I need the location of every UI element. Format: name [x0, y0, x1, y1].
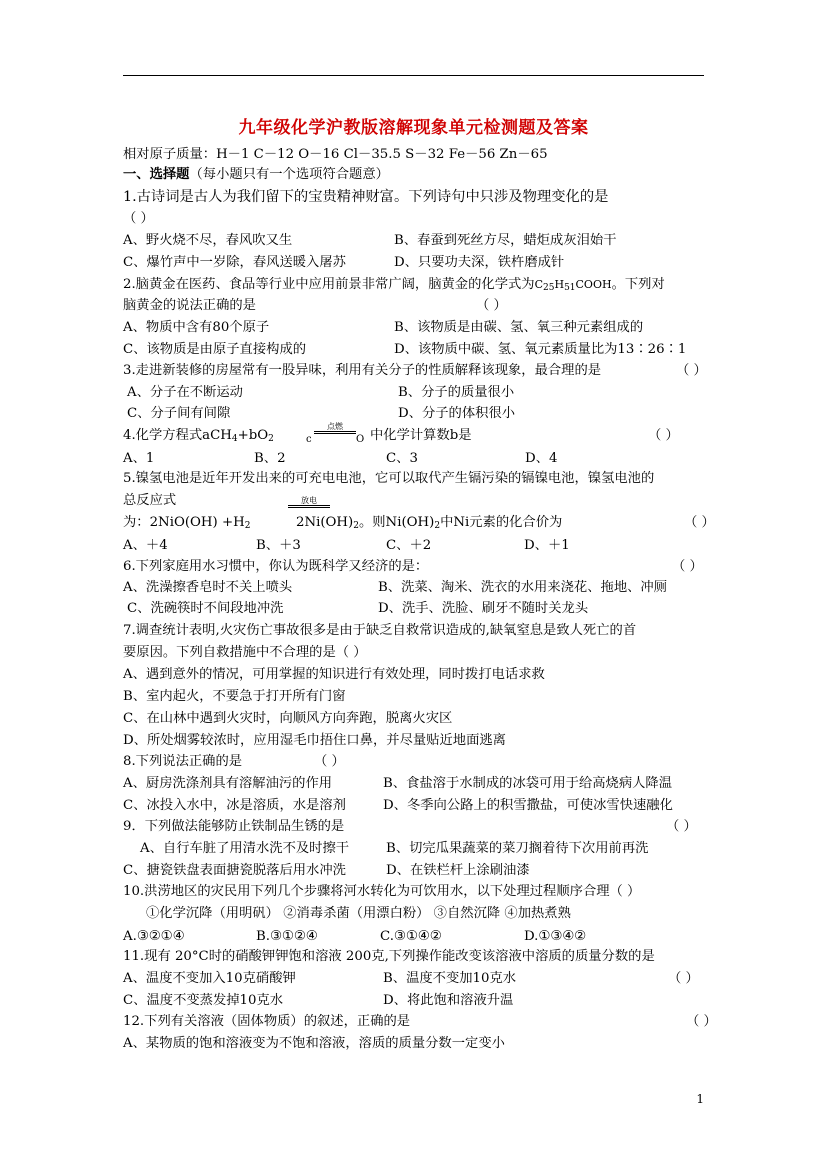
- q6-option-b: B、洗菜、淘米、洗衣的水用来浇花、拖地、冲厕: [378, 580, 668, 595]
- q2-stem1: 2.脑黄金在医药、食品等行业中应用前景非常广阔，脑黄金的化学式为: [123, 277, 535, 292]
- q5-option-c: C、＋2: [386, 538, 432, 553]
- document-title: 九年级化学沪教版溶解现象单元检测题及答案: [238, 118, 589, 138]
- q12-option-a: A、某物质的饱和溶液变为不饱和溶液，溶质的质量分数一定变小: [123, 1036, 505, 1051]
- q2-formula-c: C: [534, 278, 544, 291]
- q12-stem: 12.下列有关溶液（固体物质）的叙述，正确的是: [123, 1014, 411, 1029]
- q9-paren: （ ）: [666, 819, 697, 834]
- q10-option-c: C.③①④②: [380, 929, 442, 944]
- q5-stem2: 总反应式: [123, 493, 177, 508]
- q2-option-c: C、该物质是由原子直接构成的: [123, 342, 307, 357]
- q9-option-d: D、在铁栏杆上涂刷油漆: [386, 863, 530, 878]
- q11-option-b: B、温度不变加10克水: [383, 971, 517, 986]
- q9-option-c: C、搪瓷铁盘表面搪瓷脱落后用水冲洗: [123, 863, 346, 878]
- q2-formula-sub2: 51: [564, 283, 576, 293]
- q2-formula-sub1: 25: [543, 283, 555, 293]
- q4-option-a: A、1: [123, 451, 155, 466]
- q1-stem: 1.古诗词是古人为我们留下的宝贵精神财富。下列诗句中只涉及物理变化的是: [123, 189, 609, 205]
- q5-line3-left: [123, 514, 250, 535]
- q7-stem2: 要原因。下列自救措施中不合理的是（ ）: [123, 645, 367, 660]
- q10-option-b: B.③①②④: [256, 929, 318, 944]
- atomic-mass-line: 相对原子质量：H－1 C－12 O－16 Cl－35.5 S－32 Fe－56 Zn－65: [123, 147, 548, 162]
- q3-option-c: C、分子间有间隙: [127, 406, 231, 421]
- section-label: 一、选择题: [123, 167, 190, 182]
- q2-stem1-end: 。下列对: [611, 277, 665, 292]
- q11-option-a: A、温度不变加入10克硝酸钾: [123, 971, 296, 986]
- q4-stem-part1: [123, 427, 274, 448]
- q2-option-a: A、物质中含有80个原子: [123, 320, 270, 335]
- q4-condition: 点燃: [327, 422, 343, 431]
- q8-option-a: A、厨房洗涤剂具有溶解油污的作用: [123, 776, 333, 791]
- q11-option-c: C、温度不变蒸发掉10克水: [123, 993, 284, 1008]
- q4-stem-pre: 4.化学方程式aCH: [123, 428, 232, 443]
- q6-paren: （ ）: [672, 559, 703, 574]
- q5-reaction-arrow: [288, 496, 330, 508]
- q2-formula-cooh: COOH: [575, 278, 612, 291]
- q5-option-a: A、＋4: [123, 538, 168, 553]
- q4-sub1: 4: [231, 434, 238, 444]
- q2-stem-line1: [123, 276, 665, 297]
- q2-stem2: 脑黄金的说法正确的是: [123, 298, 256, 313]
- q1-paren: （ ）: [123, 211, 154, 226]
- q1-option-a: A、野火烧不尽，春风吹又生: [123, 233, 293, 248]
- q8-option-c: C、冰投入水中，冰是溶质，水是溶剂: [123, 798, 346, 813]
- q4-reaction-arrow: [314, 422, 356, 434]
- q3-stem: 3.走进新装修的房屋常有一股异味，利用有关分子的性质解释该现象，最合理的是: [123, 363, 602, 378]
- q5-line3-post: 。则Ni(OH): [358, 515, 435, 530]
- q8-option-d: D、冬季向公路上的积雪撒盐，可使冰雪快速融化: [383, 798, 673, 813]
- q11-option-d: D、将此饱和溶液升温: [383, 993, 514, 1008]
- q5-option-d: D、＋1: [524, 538, 570, 553]
- q4-stem-post: 中化学计算数b是: [370, 428, 472, 443]
- q12-paren: （ ）: [686, 1014, 717, 1029]
- q8-option-b: B、食盐溶于水制成的冰袋可用于给高烧病人降温: [383, 776, 673, 791]
- section-note: （每小题只有一个选项符合题意）: [189, 167, 389, 182]
- q5-sub-h: 2: [244, 521, 251, 531]
- q4-paren: （ ）: [648, 428, 679, 443]
- q3-option-d: D、分子的体积很小: [398, 406, 516, 421]
- q2-option-d: D、该物质中碳、氢、氧元素质量比为13∶26∶1: [394, 342, 687, 357]
- q4-option-d: D、4: [525, 451, 558, 466]
- q4-option-b: B、2: [254, 451, 286, 466]
- q7-option-b: B、室内起火，不要急于打开所有门窗: [123, 689, 346, 704]
- q4-product-right: O: [356, 434, 365, 445]
- q7-option-d: D、所处烟雾较浓时，应用湿毛巾捂住口鼻，并尽量贴近地面逃离: [123, 733, 506, 748]
- section-heading: [123, 166, 389, 184]
- q5-sub-oh: 2: [353, 521, 359, 531]
- q11-stem: 11.现有 20°C时的硝酸钾钾饱和溶液 200克,下列操作能改变该溶液中溶质的质量分数的是: [123, 949, 655, 964]
- q6-stem: 6.下列家庭用水习惯中，你认为既科学又经济的是：: [123, 559, 429, 574]
- q5-sub-oh2: 2: [434, 521, 441, 531]
- q2-option-b: B、该物质是由碳、氢、氧三种元素组成的: [394, 320, 644, 335]
- q4-sub2: 2: [268, 434, 274, 444]
- q9-stem: 9．下列做法能够防止铁制品生锈的是: [123, 819, 345, 834]
- q1-option-d: D、只要功夫深，铁杵磨成针: [394, 255, 565, 270]
- q11-paren: （ ）: [668, 971, 699, 986]
- header-rule: [123, 75, 704, 76]
- q2-formula: [535, 278, 612, 291]
- q6-option-a: A、洗澡擦香皂时不关上喷头: [123, 580, 293, 595]
- q9-option-b: B、切完瓜果蔬菜的菜刀搁着待下次用前再洗: [386, 841, 649, 856]
- q3-option-a: A、分子在不断运动: [127, 385, 243, 400]
- q5-condition: 放电: [301, 496, 317, 505]
- q8-paren: （ ）: [314, 754, 345, 769]
- q10-stem: 10.洪涝地区的灾民用下列几个步骤将河水转化为可饮用水，以下处理过程顺序合理（ ）: [123, 884, 641, 899]
- q6-option-d: D、洗手、洗脸、刷牙不随时关龙头: [378, 601, 589, 616]
- q3-paren: （ ）: [676, 363, 707, 378]
- q7-option-a: A、遇到意外的情况，可用掌握的知识进行有效处理，同时拨打电话求救: [123, 667, 545, 682]
- q5-line3-pre: 为：2NiO(OH) +H: [123, 515, 245, 530]
- q6-option-c: C、洗碗筷时不间段地冲洗: [127, 601, 284, 616]
- q10-option-d: D.①③④②: [524, 929, 587, 944]
- q1-option-b: B、春蚕到死丝方尽，蜡炬成灰泪始干: [394, 233, 617, 248]
- q10-option-a: A.③②①④: [123, 929, 185, 944]
- q5-line3-right: [296, 514, 562, 535]
- q4-product-left: c: [306, 434, 312, 445]
- q5-product: 2Ni(OH): [296, 515, 354, 530]
- q4-option-c: C、3: [386, 451, 418, 466]
- q2-formula-h: H: [554, 278, 565, 291]
- q5-line3-end: 中Ni元素的化合价为: [440, 515, 563, 530]
- q5-option-b: B、＋3: [256, 538, 301, 553]
- q1-option-c: C、爆竹声中一岁除，春风送暖入屠苏: [123, 255, 346, 270]
- q2-paren: （ ）: [476, 298, 507, 313]
- page-number: 1: [696, 1092, 704, 1106]
- q7-option-c: C、在山林中遇到火灾时，向顺风方向奔跑，脱离火灾区: [123, 711, 453, 726]
- q7-stem1: 7.调查统计表明,火灾伤亡事故很多是由于缺乏自救常识造成的,缺氧窒息是致人死亡的首: [123, 623, 637, 638]
- q5-paren: （ ）: [684, 515, 715, 530]
- q8-stem: 8.下列说法正确的是: [123, 754, 243, 769]
- q4-stem-mid: +bO: [237, 428, 269, 443]
- q3-option-b: B、分子的质量很小: [398, 385, 515, 400]
- q5-stem1: 5.镍氢电池是近年开发出来的可充电电池，它可以取代产生镉污染的镉镍电池，镍氢电池的: [123, 471, 655, 486]
- q10-steps: ①化学沉降（用明矾） ②消毒杀菌（用漂白粉） ③自然沉降 ④加热煮熟: [146, 906, 571, 921]
- q9-option-a: A、自行车脏了用清水洗不及时擦干: [140, 841, 350, 856]
